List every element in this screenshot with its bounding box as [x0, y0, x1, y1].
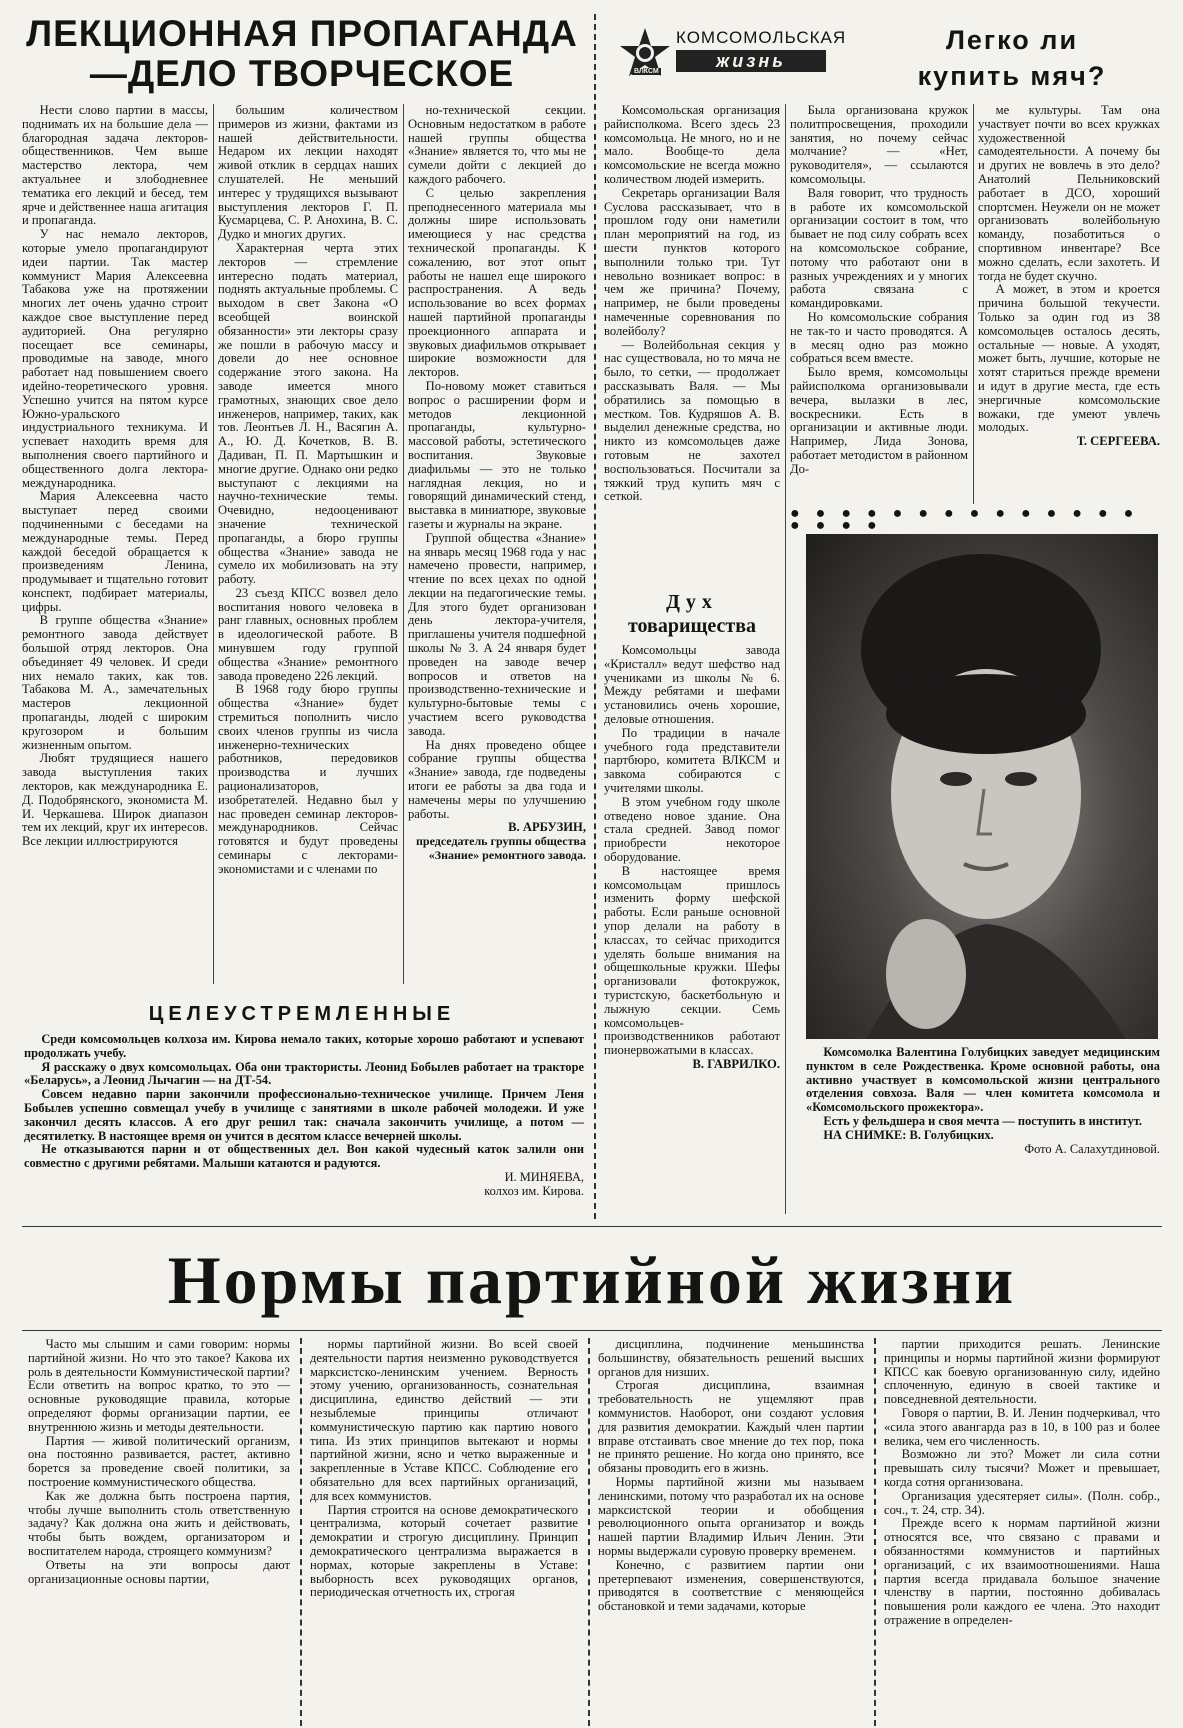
dukh-headline-line2: товарищества — [627, 615, 757, 637]
lecture-paragraph: На днях проведено общее собрание группы общества «Знание» завода, где подведены итоги ее работы за два года и намечены меры по улучшению работы. — [408, 737, 586, 821]
lecture-signature-role: председатель группы общества «Знание» ремонтного завода. — [416, 834, 586, 863]
myach-paragraph: Валя говорит, что трудность в работе их комсомольской организации состоит в том, что бывает не под силу собрать всех на комсомольское собрание, потому что работают они в разных учреждениях и у многих работа связана с командировками. — [790, 185, 968, 311]
lecture-paragraph: Мария Алексеевна часто выступает перед своими подчиненными с беседами на международные темы. Перед каждой беседой обращается к произведениям Ленина, продумывает и тщательно готовит конспект, подбирает материалы, цифры. — [22, 489, 208, 614]
lecture-signature-name: В. АРБУЗИН, — [508, 820, 586, 835]
photo-credit: Фото А. Салахутдиновой. — [1024, 1141, 1160, 1156]
section-separator — [594, 14, 596, 1219]
myach-paragraph: Секретарь организации Валя Суслова рассказывает, что в прошлом году они наметили план мероприятий на год, из шести пунктов которого выполнили только три. Тут невольно возникает вопрос: в чем же причина? Почему, например, не были проведены намеченные соревнования по волейболу? — [604, 185, 780, 338]
komsomol-logo — [618, 24, 847, 82]
normy-headline: Нормы партийной жизни — [167, 1242, 1017, 1318]
tseleustr-paragraph: Я расскажу о двух комсомольцах. Оба они трактористы. Леонид Бобылев работает на тракторе «Беларусь», а Леонид Лычагин — на ДТ-54. — [24, 1059, 584, 1088]
dukh-column — [604, 644, 780, 1219]
tseleustr-paragraph: Среди комсомольцев колхоза им. Кирова немало таких, которые хорошо работают и успевают продолжать учебу. — [24, 1032, 584, 1060]
normy-paragraph: Конечно, с развитием партии они претерпевают изменения, совершенствуются, приводятся в соответствие с меняющейся обстановкой и теми задачами, которые — [598, 1557, 864, 1614]
lecture-column-2 — [218, 104, 398, 989]
lecture-paragraph: но-технической секции. Основным недостатком в работе нашей группы общества «Знание» является то, что мы не сумели дойти с лекцией до каждого рабочего. — [408, 103, 586, 186]
dukh-paragraph: Комсомольцы завода «Кристалл» ведут шефство над учениками из школы № 6. Между ребятами и шефами установились очень хорошие, деловые отношения. — [604, 643, 780, 726]
lecture-paragraph: Нести слово партии в массы, поднимать их на большие дела — благородная задача лекторов-общественников. Чем выше мастерство лектора, чем актуальнее и злободневнее тематика его лекций и бесед, тем ярче и действеннее наша агитация и пропаганда. — [22, 103, 208, 228]
myach-paragraph: — Волейбольная секция у нас существовала, но то мяча не было, то сетки, — продолжает рассказывать Валя. — Мы обратились за помощью в местком. Тов. Кудряшов А. В. выделил денежные средства, но никто из комсомольцев даже готовым не захотел воспользоваться. Посчитали за тяжкий труд купить мяч с сеткой. — [604, 337, 780, 504]
myach-headline — [862, 22, 1162, 94]
myach-headline-line2: купить мяч? — [917, 61, 1107, 91]
myach-signature: Т. СЕРГЕЕВА. — [1076, 434, 1160, 449]
myach-paragraph: Была организована кружок политпросвещения, проходили занятия, но почему сейчас молчание? — «Нет, руководителя», — ссылаются комсомольцы. — [790, 103, 968, 186]
dukh-paragraph: В настоящее время комсомольцам пришлось изменить форму шефской работы. Если раньше основной упор делали на работу в классах, то сейчас приходится уделять больше внимания на общешкольные кружки. Шефы организовали фотокружок, туристскую, баскетбольную и лыжную секции. Семь комсомольцев-производственников работают пионервожатыми в классах. — [604, 863, 780, 1058]
normy-paragraph: дисциплина, подчинение меньшинства большинству, обязательность решений высших органов для низших. — [598, 1337, 864, 1379]
myach-paragraph: А может, в этом и кроется причина большой текучести. Только за один год из 38 комсомольцев осталось десять, остальные — новые. А уходят, может быть, лучшие, которые не хотят стариться прежде времени и идут в другие места, где есть энергичные комсомольские вожаки, где умеют увлечь молодых. — [978, 282, 1160, 435]
normy-column-4 — [884, 1338, 1160, 1726]
dukh-signature: В. ГАВРИЛКО. — [692, 1056, 780, 1071]
lecture-column-3 — [408, 104, 586, 994]
photo-caption-text-2: Есть у фельдшера и своя мечта — поступить в институт. — [823, 1113, 1143, 1128]
myach-paragraph: Комсомольская организация райисполкома. Всего здесь 23 комсомольца. Не много, но и не мало. Вообще-то дела комсомольские не всегда можно количеством людей измерить. — [604, 103, 780, 186]
section-divider — [22, 1330, 1162, 1331]
normy-paragraph: Как же должна быть построена партия, чтобы лучше выполнить столь ответственную задачу? Как должна она жить и действовать, чтобы быть вождем, организатором и воспитателем народа, строящего коммунизм? — [28, 1488, 290, 1558]
normy-paragraph: Строгая дисциплина, взаимная требовательность не ущемляют прав коммунистов. Наоборот, они создают условия для развития демократии. Каждый член партии вправе отстаивать свое мнение до тех пор, пока не принято решение. Но когда оно принято, все обязаны проводить его в жизнь. — [598, 1378, 864, 1476]
myach-column-3 — [978, 104, 1160, 524]
column-rule — [973, 104, 974, 504]
komsomol-logo-word2: жизнь — [676, 50, 826, 72]
normy-paragraph: Нормы партийной жизни мы называем ленинскими, потому что разработал их на основе марксистской теории и обобщения революционного опыта организатор и вождь нашей партии Владимир Ильич Ленин. Эти нормы выдержали суровую проверку временем. — [598, 1474, 864, 1558]
normy-paragraph: Говоря о партии, В. И. Ленин подчеркивал, что «сила этого авангарда раз в 10, в 100 раз и более велика, чем его численность. — [884, 1405, 1160, 1448]
lecture-paragraph: Любят трудящиеся нашего завода выступления таких лекторов, как международника Е. Д. Подобрянского, экономиста М. И. Черкашева. Широк диапазон тем их лекций, круг их интересов. Все лекции иллюстрируются — [22, 751, 208, 849]
normy-column-2 — [310, 1338, 578, 1726]
lecture-paragraph: большим количеством примеров из жизни, фактами из нашей действительности. Недаром их лекции находят живой отклик в сердцах наших слушателей. Не меньший интерес у трудящихся вызывают выступления лекторов Г. П. Кусмарцева, С. Р. Анохина, В. С. Дудко и многих других. — [218, 103, 398, 242]
column-rule — [213, 104, 214, 984]
dukh-headline — [604, 590, 780, 638]
column-rule — [403, 104, 404, 984]
normy-paragraph: Прежде всего к нормам партийной жизни относятся все, что связано с правами и обязанностями коммунистов и партийных организаций, с их взаимоотношениями. Наша партия всегда придавала большое значение членству в партии, постоянно добивалась повышения роли каждого ее члена. Это находит отражение в определен- — [884, 1516, 1160, 1627]
photo-caption-text: Комсомолка Валентина Голубицких заведует медицинским пунктом в селе Рождественка. Кроме основной работы, она активно участвует в комсомольской жизни центрального отделения совхоза. Валя — член комитета комсомола и «Комсомольского прожектора». — [806, 1045, 1160, 1115]
myach-column-1 — [604, 104, 780, 584]
tseleustr-signature-place: колхоз им. Кирова. — [484, 1183, 584, 1198]
portrait-photo — [806, 534, 1158, 1039]
portrait-figure — [806, 534, 1158, 1039]
tseleustr-paragraph: Не отказываются парни и от общественных дел. Вон какой чудесный каток залили они совместно с другими ребятами. Малыши катаются и радуются. — [24, 1142, 584, 1171]
myach-headline-line1: Легко ли — [945, 25, 1079, 55]
photo-on-photo-name: В. Голубицких. — [909, 1127, 994, 1142]
myach-column-2 — [790, 104, 968, 524]
myach-paragraph: Но комсомольские собрания не так-то и часто проводятся. А в месяц одно раз можно собраться всем вместе. — [790, 309, 968, 366]
lecture-headline-line2: —ДЕЛО ТВОРЧЕСКОЕ — [89, 53, 515, 94]
normy-paragraph: Партия строится на основе демократического централизма, который сочетает развитие демократии и строгую дисциплину. Принцип демократического централизма выражается в нормах, которые закреплены в Уставе: выборность всех руководящих органов, периодическая отчетность их, строгая — [310, 1502, 578, 1600]
normy-paragraph: Организация удесятеряет силы». (Полн. собр., соч., т. 24, стр. 34). — [884, 1488, 1160, 1517]
normy-column-1 — [28, 1338, 290, 1726]
normy-paragraph: Часто мы слышим и сами говорим: нормы партийной жизни. Но что это такое? Какова их роль в деятельности Коммунистической партии? Если ответить на вопрос кратко, то это — основные руководящие правила, которые определяют формы организации партии, ее внутреннюю жизнь и методы деятельности. — [28, 1337, 290, 1434]
lecture-column-1 — [22, 104, 208, 989]
lecture-paragraph: В 1968 году бюро группы общества «Знание» будет стремиться пополнить число своих членов группы из числа инженерно-технических работников, передовиков производства и лучших рационализаторов, изобретателей. Недавно был у нас проведен семинар лекторов-международников. Сейчас готовятся и будут проведены семинары с лекторами-экономистами и с членами по — [218, 682, 398, 876]
lecture-paragraph: В группе общества «Знание» ремонтного завода действует большой отряд лекторов. Она объединяет 49 человек. И среди них немало таких, как тов. Табакова М. А., замечательных мастеров лекционной пропаганды, людей с широким кругозором и большим жизненным опытом. — [22, 613, 208, 752]
column-rule — [874, 1338, 876, 1726]
dukh-paragraph: По традиции в начале учебного года представители партбюро, комитета ВЛКСМ и завкома собираются с учителями школы. — [604, 725, 780, 795]
column-rule — [300, 1338, 302, 1726]
lecture-paragraph: Группой общества «Знание» на январь месяц 1968 года у нас намечено провести, например, чтение по всех цехах по одной лекции на педагогические темы. Для этого будет организован день лектора-учителя, приглашены учителя подшефной школы № 3. А 24 января будет проведен на заводе вечер вопросов и ответов на производственно-технические и культурно-бытовые темы с участием всего руководства завода. — [408, 530, 586, 738]
lecture-headline-line1: ЛЕКЦИОННАЯ ПРОПАГАНДА — [26, 13, 578, 54]
komsomol-logo-word1: КОМСОМОЛЬСКАЯ — [676, 28, 847, 47]
tseleustr-signature-name: И. МИНЯЕВА, — [504, 1169, 584, 1184]
column-rule — [588, 1338, 590, 1726]
section-divider — [22, 1226, 1162, 1227]
normy-paragraph: нормы партийной жизни. Во всей своей деятельности партия неизменно руководствуется марксистско-ленинским учением. Верность этому учению, организованность, сознательная дисциплина, единство действий — эти незыблемые принципы отличают коммунистическую партию как партию нового типа. Из этих принципов вытекают и нормы партийной жизни, ясно и четко выраженные и закрепленные в Уставе КПСС. Соблюдение его обязательно для всех партийных организаций, для всех коммунистов. — [310, 1337, 578, 1503]
lecture-paragraph: С целью закрепления преподнесенного материала мы должны шире использовать имеющиеся у нас средства технической пропаганды. К сожалению, вот этот опыт работы не нашел еще широкого распространения. А ведь использование во всех формах нашей партийной пропаганды проекционного аппарата и звуковых диафильмов открывает широкие возможности для лекторов. — [408, 185, 586, 380]
photo-on-photo — [806, 1129, 1160, 1143]
tseleustr-body — [24, 1033, 584, 1218]
myach-paragraph: ме культуры. Там она участвует почти во всех кружках художественной самодеятельности. А почему бы и других не вовлечь в это дело? Анатолий Пельниковский работает в ДСО, хороший спортсмен. Неужели он не может организовать волейбольную команду, позаботиться о спортивном инвентаре? Все можно сделать, если захотеть. И тогда не будет скучно. — [978, 103, 1160, 283]
photo-on-photo-label: НА СНИМКЕ: — [823, 1127, 907, 1142]
normy-paragraph: Партия — живой политический организм, она постоянно развивается, растет, активно борется за проведение своей политики, за построение коммунистического общества. — [28, 1433, 290, 1489]
dukh-headline-line1: Дух — [666, 591, 718, 613]
lecture-paragraph: 23 съезд КПСС возвел дело воспитания нового человека в ранг главных, основных проблем в идеологической работе. В минувшем году группой общества «Знание» ремонтного завода проведено 226 лекций. — [218, 585, 398, 683]
lecture-paragraph: Характерная черта этих лекторов — стремление интересно подать материал, поднять актуальные проблемы. С выходом в свет Закона «О всеобщей воинской обязанности» эти лекторы сразу же пошли в рабочую массу и довели до нее основное содержание этого закона. На заводе имеется много грамотных, знающих свое дело инженеров, например, таких, как тов. Леонтьев Л. Н., Васягин А. А., Ю. Д. Кочетков, В. В. Дадиван, П. П. Мартышкин и многие другие. Однако они редко выступают с лекциями на научно-технические темы. Очевидно, недооценивают значение технической пропаганды, а бюро группы общества «Знание» завода не сумело их мобилизовать на эту работу. — [218, 240, 398, 587]
lecture-paragraph: У нас немало лекторов, которые умело пропагандируют идеи партии. Так мастер коммунист Мария Алексеевна Табакова уже на протяжении многих лет очень удачно строит каждое свое выступление перед аудиторией. Она регулярно посещает все семинары, проводимые на заводе, много работает над повышением своего идейно-теоретического уровня. Успешно учится на пятом курсе Южно-уральского индустриального техникума. И успевает находить время для выполнения своего партийного и общественного долга лектора-международника. — [22, 227, 208, 490]
myach-paragraph: Было время, комсомольцы райисполкома организовывали вечера, вылазки в лес, воскресники. Есть в организации и активные люди. Например, Лида Зонова, работает методистом в районном До- — [790, 365, 968, 476]
normy-paragraph: партии приходится решать. Ленинские принципы и нормы партийной жизни формируют КПСС как боевую организованную силу, идейно сплоченную, единую в своей тактике и повседневной деятельности. — [884, 1337, 1160, 1407]
photo-caption — [806, 1046, 1160, 1216]
tseleustr-paragraph: Совсем недавно парни закончили профессионально-техническое училище. Причем Леня Бобылев успешно совмещал учебу в училище с занятиями в школе рабочей молодежи. И уже закончил десять классов. А его друг решил так: сначала закончить училище, а потом — десятилетку. В настоящее время он учится в десятом классе вечерней школы. — [24, 1087, 584, 1143]
normy-column-3 — [598, 1338, 864, 1726]
lecture-headline — [22, 14, 582, 94]
komsomol-badge-text: ВЛКСМ — [634, 68, 659, 75]
dotted-divider: ● ● ● ● ● ● ● ● ● ● ● ● ● ● ● ● ● ● — [790, 505, 1140, 534]
lecture-paragraph: По-новому может ставиться вопрос о расширении форм и методов лекционной пропаганды, культурно-массовой работы, эстетического воспитания. Звуковые диафильмы — это не только наглядная лекция, но и говорящий динамический стенд, выставка в миниатюре, звуковые газеты и журналы на экране. — [408, 378, 586, 531]
column-rule — [785, 104, 786, 1214]
normy-paragraph: Ответы на эти вопросы дают организационные основы партии, — [28, 1557, 290, 1586]
tseleustr-title: ЦЕЛЕУСТРЕМЛЕННЫЕ — [148, 1003, 456, 1025]
normy-paragraph: Возможно ли это? Может ли сила сотни превышать силу тысячи? Может и превышает, когда сотня организована. — [884, 1447, 1160, 1489]
dukh-paragraph: В этом учебном году школе отведено новое здание. Она стала средней. Завод помог приобрести некоторое оборудование. — [604, 794, 780, 864]
